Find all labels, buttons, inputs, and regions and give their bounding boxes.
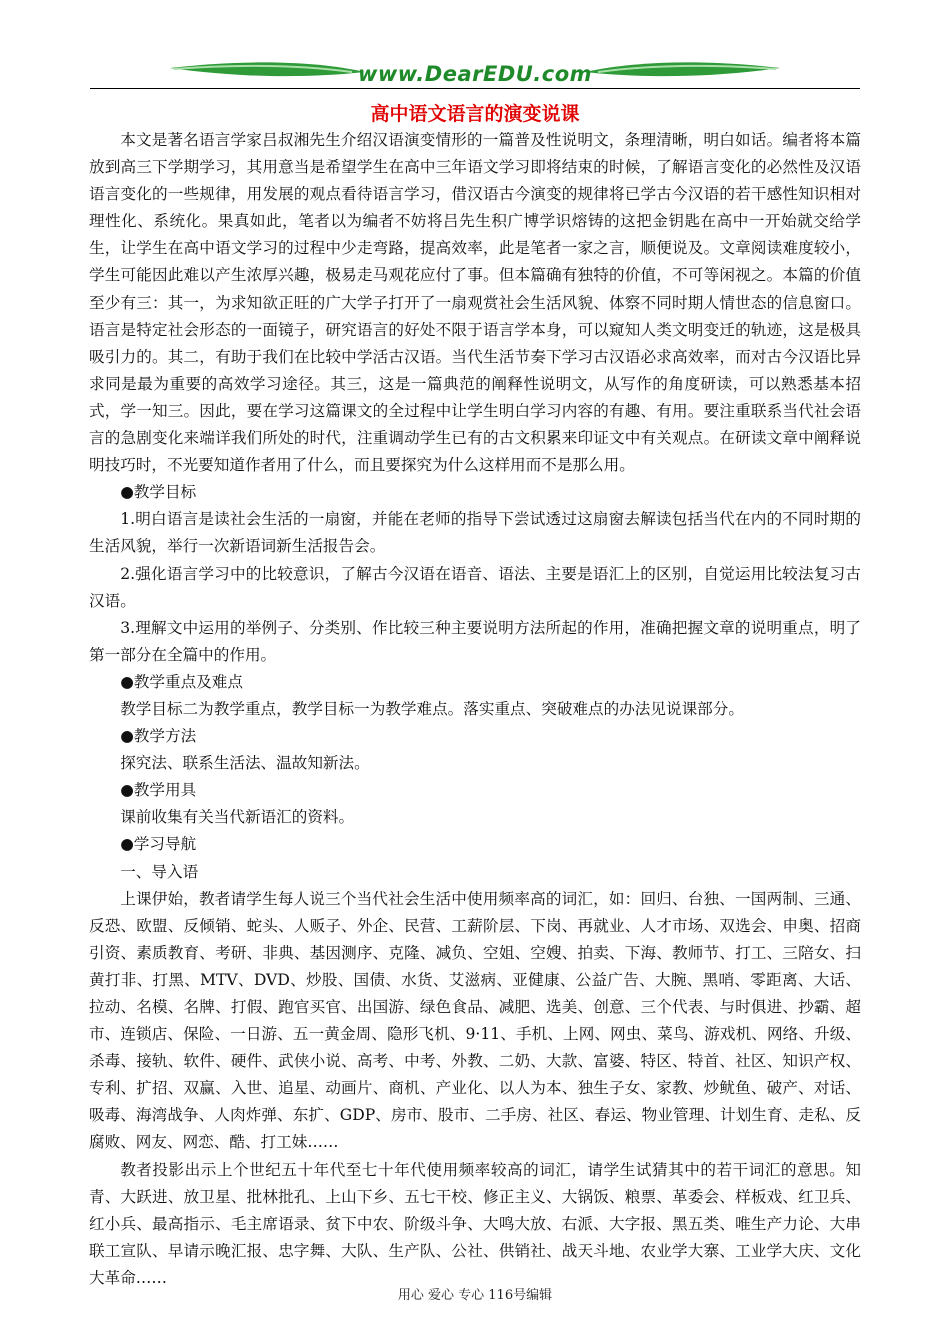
key-points-text: 教学目标二为教学重点，教学目标一为教学难点。落实重点、突破难点的办法见说课部分。 (120, 699, 744, 718)
guide-paragraph-1: 上课伊始，教者请学生每人说三个当代社会生活中使用频率高的词汇，如：回归、台独、一国两制、三通、反恐、欧盟、反倾销、蛇头、人贩子、外企、民营、工薪阶层、下岗、再就业、人才市场、双选会、申奥、招商引资、素质教育、考研、非典、基因测序、克隆、减负、空姐、空嫂、拍卖、下海、教师节、打工、三陪女、扫黄打非、打黑、MTV、DVD、炒股、国债、水货、艾滋病、亚健康、公益广告、大腕、黑哨、零距离、大话、拉动、名模、名牌、打假、跑官买官、出国游、绿色食品、减肥、选美、创意、三个代表、与时俱进、抄霸、超市、连锁店、保险、一日游、五一黄金周、隐形飞机、9·11、手机、上网、网虫、菜鸟、游戏机、网络、升级、杀毒、接轨、软件、硬件、武侠小说、高考、中考、外教、二奶、大款、富婆、特区、特首、社区、知识产权、专利、扩招、双赢、入世、追星、动画片、商机、产业化、以人为本、独生子女、家教、炒鱿鱼、破产、对话、吸毒、海湾战争、人肉炸弹、东扩、GDP、房市、股市、二手房、社区、春运、物业管理、计划生育、走私、反腐败、网友、网恋、酷、打工妹…… (89, 889, 861, 1152)
page-footer: 用心 爱心 专心 116号编辑 (397, 1288, 553, 1303)
site-logo-text: www.DearEDU.com (357, 62, 593, 86)
methods-text: 探究法、联系生活法、温故知新法。 (120, 754, 370, 773)
header-divider (90, 88, 860, 89)
site-header (90, 58, 860, 92)
section-heading-tools: ●教学用具 (120, 781, 197, 800)
guide-subheading: 一、导入语 (120, 862, 199, 881)
goal-item-2: 2.强化语言学习中的比较意识，了解古今汉语在语音、语法、主要是语汇上的区别，自觉运用比较法复习古汉语。 (89, 564, 861, 610)
page-title: 高中语文语言的演变说课 (370, 103, 580, 125)
section-heading-methods: ●教学方法 (120, 727, 197, 746)
goal-item-1: 1.明白语言是读社会生活的一扇窗，并能在老师的指导下尝试透过这扇窗去解读包括当代在内的不同时期的生活风貌，举行一次新语词新生活报告会。 (89, 510, 861, 556)
intro-paragraph: 本文是著名语言学家吕叔湘先生介绍汉语演变情形的一篇普及性说明文，条理清晰，明白如话。编者将本篇放到高三下学期学习，其用意当是希望学生在高中三年语文学习即将结束的时候，了解语言变化的必然性及汉语语言变化的一些规律，用发展的观点看待语言学习，借汉语古今演变的规律将已学古今汉语的若干感性知识相对理性化、系统化。果真如此，笔者以为编者不妨将吕先生积广博学识熔铸的这把金钥匙在高中一开始就交给学生，让学生在高中语文学习的过程中少走弯路，提高效率，此是笔者一家之言，顺便说及。文章阅读难度较小，学生可能因此难以产生浓厚兴趣，极易走马观花应付了事。但本篇确有独特的价值，不可等闲视之。本篇的价值至少有三：其一，为求知欲正旺的广大学子打开了一扇观赏社会生活风貌、体察不同时期人情世态的信息窗口。语言是特定社会形态的一面镜子，研究语言的好处不限于语言学本身，可以窥知人类文明变迁的轨迹，这是极具吸引力的。其二，有助于我们在比较中学活古汉语。当代生活节奏下学习古汉语必求高效率，而对古今汉语比异求同是最为重要的高效学习途径。其三，这是一篇典范的阐释性说明文，从写作的角度研读，可以熟悉基本招式，学一知三。因此，要在学习这篇课文的全过程中让学生明白学习内容的有趣、有用。要注重联系当代社会语言的急剧变化来端详我们所处的时代，注重调动学生已有的古文积累来印证文中有关观点。在研读文章中阐释说明技巧时，不光要知道作者用了什么，而且要探究为什么这样用而不是那么用。 (89, 131, 861, 475)
section-heading-goals: ●教学目标 (120, 483, 197, 502)
guide-paragraph-2: 教者投影出示上个世纪五十年代至七十年代使用频率较高的词汇，请学生试猜其中的若干词汇的意思。知青、大跃进、放卫星、批林批孔、上山下乡、五七干校、修正主义、大锅饭、粮票、革委会、样板戏、红卫兵、红小兵、最高指示、毛主席语录、贫下中农、阶级斗争、大鸣大放、右派、大字报、黑五类、唯生产力论、大串联工宣队、早请示晚汇报、忠字舞、大队、生产队、公社、供销社、战天斗地、农业学大寨、工业学大庆、文化大革命…… (89, 1160, 861, 1287)
section-heading-key-points: ●教学重点及难点 (120, 672, 243, 691)
document-body (89, 127, 861, 1292)
section-heading-guide: ●学习导航 (120, 835, 197, 854)
goal-item-3: 3.理解文中运用的举例子、分类别、作比较三种主要说明方法所起的作用，准确把握文章的说明重点，明了第一部分在全篇中的作用。 (89, 618, 861, 664)
tools-text: 课前收集有关当代新语汇的资料。 (120, 808, 355, 827)
